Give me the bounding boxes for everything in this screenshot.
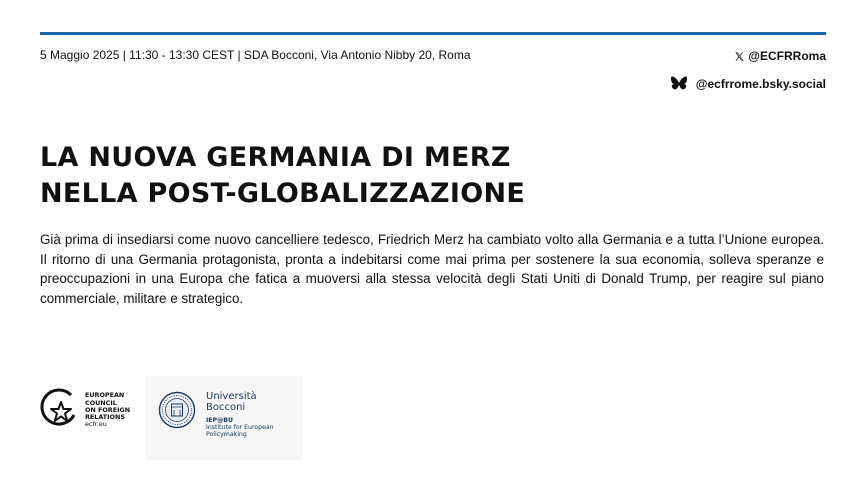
ecfr-star-icon (40, 386, 80, 435)
ecfr-line-2: COUNCIL (85, 398, 117, 407)
bsky-handle-row[interactable] (670, 76, 826, 92)
bocconi-seal-icon (158, 391, 196, 434)
bsky-handle-text: @ecfrrome.bsky.social (695, 77, 826, 91)
ecfr-logo (40, 386, 130, 435)
x-logo-icon (734, 51, 745, 62)
bocconi-wordmark (206, 391, 274, 438)
x-handle-row[interactable] (670, 48, 826, 64)
ecfr-wordmark (85, 392, 130, 428)
bluesky-butterfly-icon (670, 76, 688, 92)
title-line-2: NELLA POST-GLOBALIZZAZIONE (40, 178, 526, 209)
iep-label (206, 417, 274, 438)
page-title (40, 140, 525, 212)
ecfr-url: ecfr.eu (85, 420, 107, 429)
iep-line-3: Policymaking (206, 431, 247, 438)
iep-line-2: Institute for European (206, 424, 274, 431)
event-info: 5 Maggio 2025 | 11:30 - 13:30 CEST | SDA Bocconi, Via Antonio Nibby 20, Roma (40, 48, 471, 62)
title-line-1: LA NUOVA GERMANIA DI MERZ (40, 142, 511, 173)
ecfr-line-3: ON FOREIGN (85, 405, 131, 414)
top-accent-rule (40, 32, 826, 35)
bocconi-logo (158, 391, 274, 438)
x-handle-text: @ECFRRoma (748, 49, 826, 63)
bocconi-line-1: Università (206, 391, 257, 402)
bocconi-line-2: Bocconi (206, 402, 246, 413)
ecfr-line-4: RELATIONS (85, 413, 125, 422)
ecfr-line-1: EUROPEAN (85, 391, 125, 400)
iep-line-1: IEP@BU (206, 417, 233, 424)
social-handles (670, 48, 826, 92)
event-description: Già prima di insediarsi come nuovo cancelliere tedesco, Friedrich Merz ha cambiato volto alla Germania e a tutta l’Unione europea. Il ritorno di una Germania protagonista, pronta a indebitarsi come mai prima per sostenere la sua economia, solleva speranze e preoccupazioni in una Europa che fatica a muoversi alla stessa velocità degli Stati Uniti di Donald Trump, per reagire sul piano commerciale, militare e strategico. (40, 232, 824, 306)
